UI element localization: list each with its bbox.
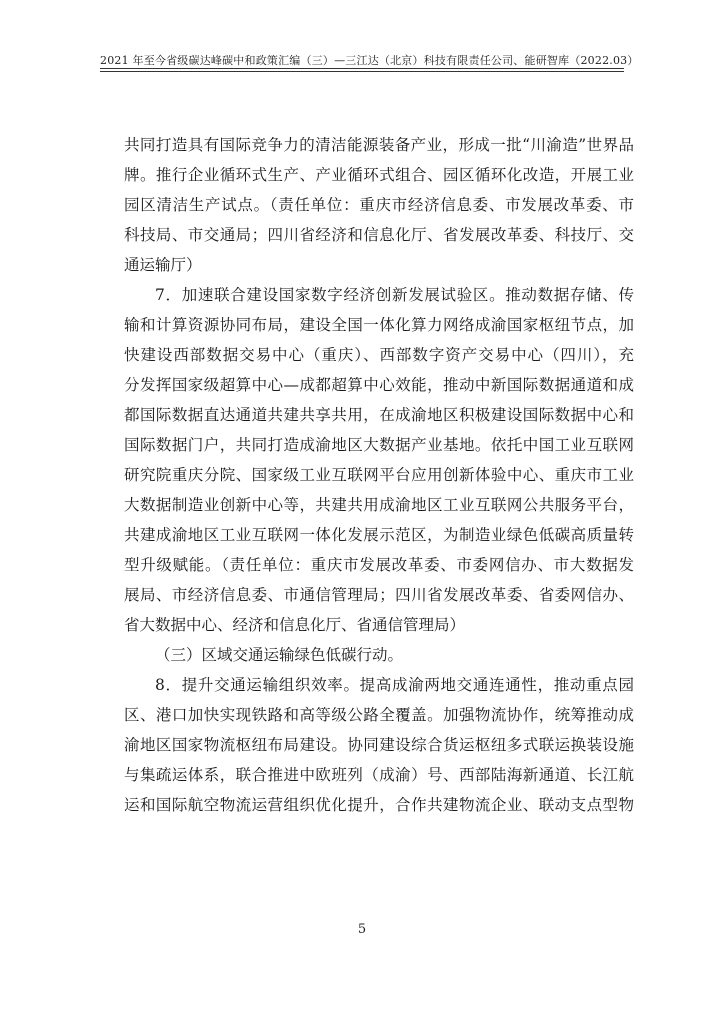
body-line: 快建设西部数据交易中心（重庆）、西部数字资产交易中心（四川），充 [124, 346, 634, 364]
body-line: 渝地区国家物流枢纽布局建设。协同建设综合货运枢纽多式联运换装设施 [124, 736, 634, 754]
body-line: 牌。推行企业循环式生产、产业循环式组合、园区循环化改造，开展工业 [124, 166, 634, 184]
section-3-heading: （三）区域交通运输绿色低碳行动。 [155, 646, 404, 664]
header-rule-top [100, 68, 624, 69]
body-line: 都国际数据直达通道共建共享共用，在成渝地区积极建设国际数据中心和 [124, 406, 634, 424]
body-line: 型升级赋能。（责任单位：重庆市发展改革委、市委网信办、市大数据发 [124, 556, 634, 574]
body-line: 分发挥国家级超算中心—成都超算中心效能，推动中新国际数据通道和成 [124, 376, 634, 394]
page-number: 5 [357, 922, 367, 937]
section-8-heading-line: 8．提升交通运输组织效率。提高成渝两地交通连通性，推动重点园 [155, 676, 634, 694]
body-line: 输和计算资源协同布局，建设全国一体化算力网络成渝国家枢纽节点，加 [124, 316, 634, 334]
body-line: 与集疏运体系，联合推进中欧班列（成渝）号、西部陆海新通道、长江航 [124, 766, 634, 784]
body-line: 通运输厅） [124, 256, 202, 274]
page-header: 2021 年至今省级碳达峰碳中和政策汇编（三）—三江达（北京）科技有限责任公司、能研智库（2022.03） [100, 54, 639, 67]
body-line: 共同打造具有国际竞争力的清洁能源装备产业，形成一批“川渝造”世界品 [124, 136, 634, 154]
section-7-heading-line: 7．加速联合建设国家数字经济创新发展试验区。推动数据存储、传 [155, 286, 634, 304]
body-line: 园区清洁生产试点。（责任单位：重庆市经济信息委、市发展改革委、市 [124, 196, 634, 214]
body-line: 共建成渝地区工业互联网一体化发展示范区，为制造业绿色低碳高质量转 [124, 526, 634, 544]
document-body [124, 130, 634, 820]
body-line: 运和国际航空物流运营组织优化提升，合作共建物流企业、联动支点型物 [124, 796, 634, 814]
body-line: 展局、市经济信息委、市通信管理局；四川省发展改革委、省委网信办、 [124, 586, 634, 604]
body-line: 大数据制造业创新中心等，共建共用成渝地区工业互联网公共服务平台， [124, 496, 634, 514]
body-line: 研究院重庆分院、国家级工业互联网平台应用创新体验中心、重庆市工业 [124, 466, 634, 484]
body-line: 区、港口加快实现铁路和高等级公路全覆盖。加强物流协作，统筹推动成 [124, 706, 634, 724]
body-line: 科技局、市交通局；四川省经济和信息化厅、省发展改革委、科技厅、交 [124, 226, 634, 244]
header-rule-bottom [100, 71, 624, 72]
body-line: 省大数据中心、经济和信息化厅、省通信管理局） [124, 616, 466, 634]
body-line: 国际数据门户，共同打造成渝地区大数据产业基地。依托中国工业互联网 [124, 436, 634, 454]
